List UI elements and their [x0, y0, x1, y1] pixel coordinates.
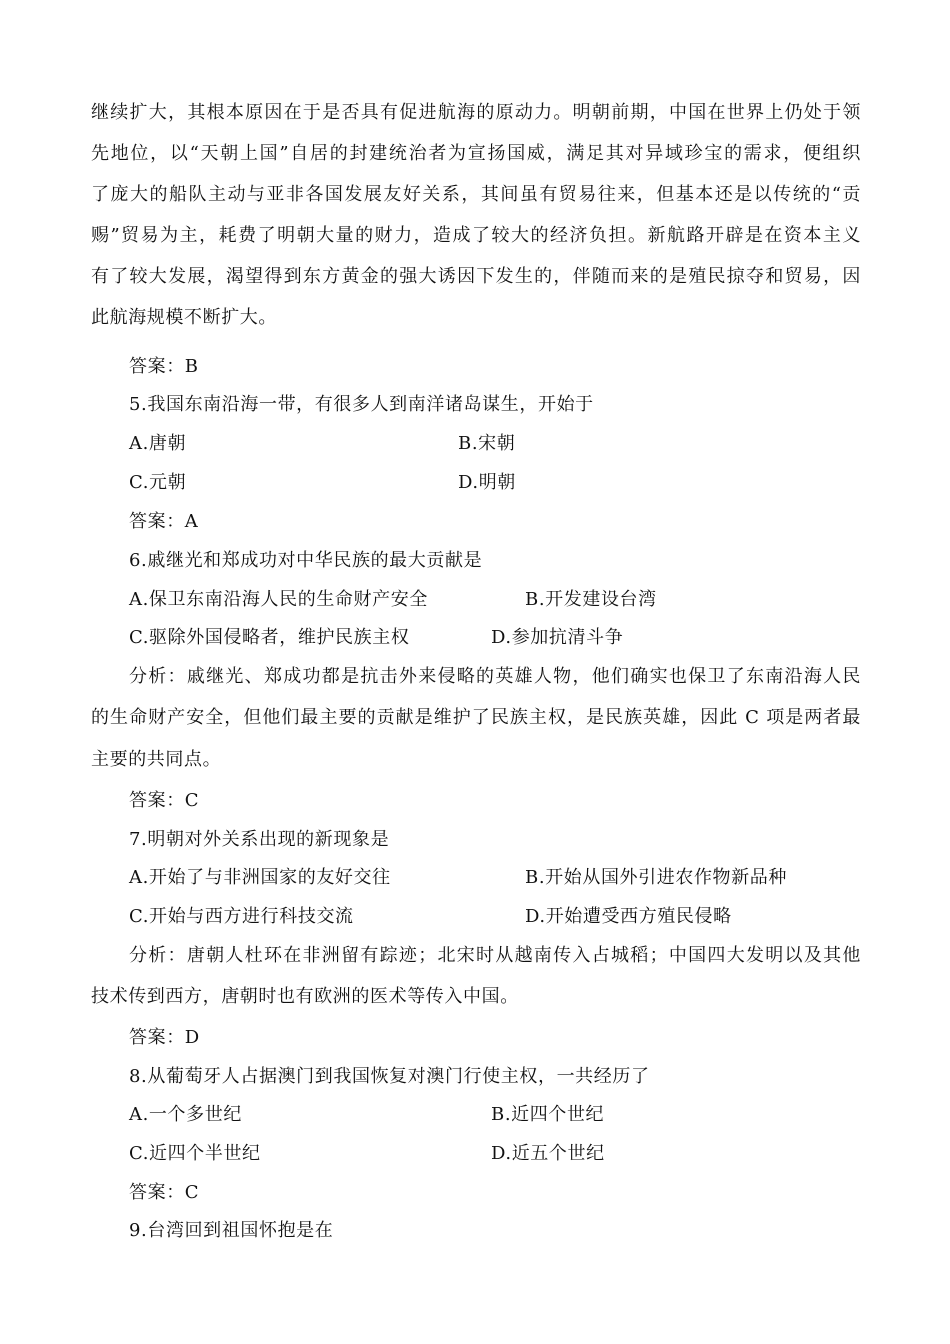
answer-text: 答案：C: [129, 1182, 200, 1203]
option-c: C.开始与西方进行科技交流: [129, 906, 354, 927]
analysis-line: 技术传到西方，唐朝时也有欧洲的医术等传入中国。: [91, 986, 519, 1007]
option-c: C.元朝: [129, 472, 187, 493]
option-a: A.保卫东南沿海人民的生命财产安全: [129, 589, 428, 610]
paragraph-line: 先地位，以“天朝上国”自居的封建统治者为宣扬国威，满足其对异域珍宝的需求，便组织: [91, 143, 861, 164]
paragraph-line: 此航海规模不断扩大。: [91, 307, 277, 328]
answer-text: 答案：C: [129, 790, 200, 811]
question-stem: 8.从葡萄牙人占据澳门到我国恢复对澳门行使主权，一共经历了: [129, 1066, 650, 1087]
option-b: B.开发建设台湾: [525, 589, 657, 610]
option-a: A.唐朝: [129, 433, 187, 454]
option-a: A.开始了与非洲国家的友好交往: [129, 867, 391, 888]
option-b: B.宋朝: [458, 433, 516, 454]
paragraph-line: 继续扩大，其根本原因在于是否具有促进航海的原动力。明朝前期，中国在世界上仍处于领: [91, 102, 861, 123]
option-d: D.明朝: [458, 472, 516, 493]
answer-text: 答案：B: [129, 356, 199, 377]
option-d: D.近五个世纪: [491, 1143, 605, 1164]
question-stem: 6.戚继光和郑成功对中华民族的最大贡献是: [129, 550, 483, 571]
paragraph-line: 有了较大发展，渴望得到东方黄金的强大诱因下发生的，伴随而来的是殖民掠夺和贸易，因: [91, 266, 861, 287]
paragraph-line: 赐”贸易为主，耗费了明朝大量的财力，造成了较大的经济负担。新航路开辟是在资本主义: [91, 225, 861, 246]
option-c: C.驱除外国侵略者，维护民族主权: [129, 627, 410, 648]
analysis-line: 的生命财产安全，但他们最主要的贡献是维护了民族主权，是民族英雄，因此 C 项是两者最: [91, 707, 861, 728]
option-d: D.参加抗清斗争: [491, 627, 624, 648]
option-d: D.开始遭受西方殖民侵略: [525, 906, 732, 927]
option-b: B.开始从国外引进农作物新品种: [525, 867, 787, 888]
answer-text: 答案：A: [129, 511, 199, 532]
paragraph-line: 了庞大的船队主动与亚非各国发展友好关系，其间虽有贸易往来，但基本还是以传统的“贡: [91, 184, 861, 205]
option-a: A.一个多世纪: [129, 1104, 242, 1125]
option-b: B.近四个世纪: [491, 1104, 605, 1125]
analysis-line: 主要的共同点。: [91, 749, 222, 770]
analysis-line: 分析：唐朝人杜环在非洲留有踪迹；北宋时从越南传入占城稻；中国四大发明以及其他: [129, 945, 861, 966]
question-stem: 9.台湾回到祖国怀抱是在: [129, 1220, 334, 1241]
answer-text: 答案：D: [129, 1027, 200, 1048]
question-stem: 7.明朝对外关系出现的新现象是: [129, 829, 390, 850]
analysis-line: 分析：戚继光、郑成功都是抗击外来侵略的英雄人物，他们确实也保卫了东南沿海人民: [129, 666, 861, 687]
question-stem: 5.我国东南沿海一带，有很多人到南洋诸岛谋生，开始于: [129, 394, 594, 415]
option-c: C.近四个半世纪: [129, 1143, 261, 1164]
